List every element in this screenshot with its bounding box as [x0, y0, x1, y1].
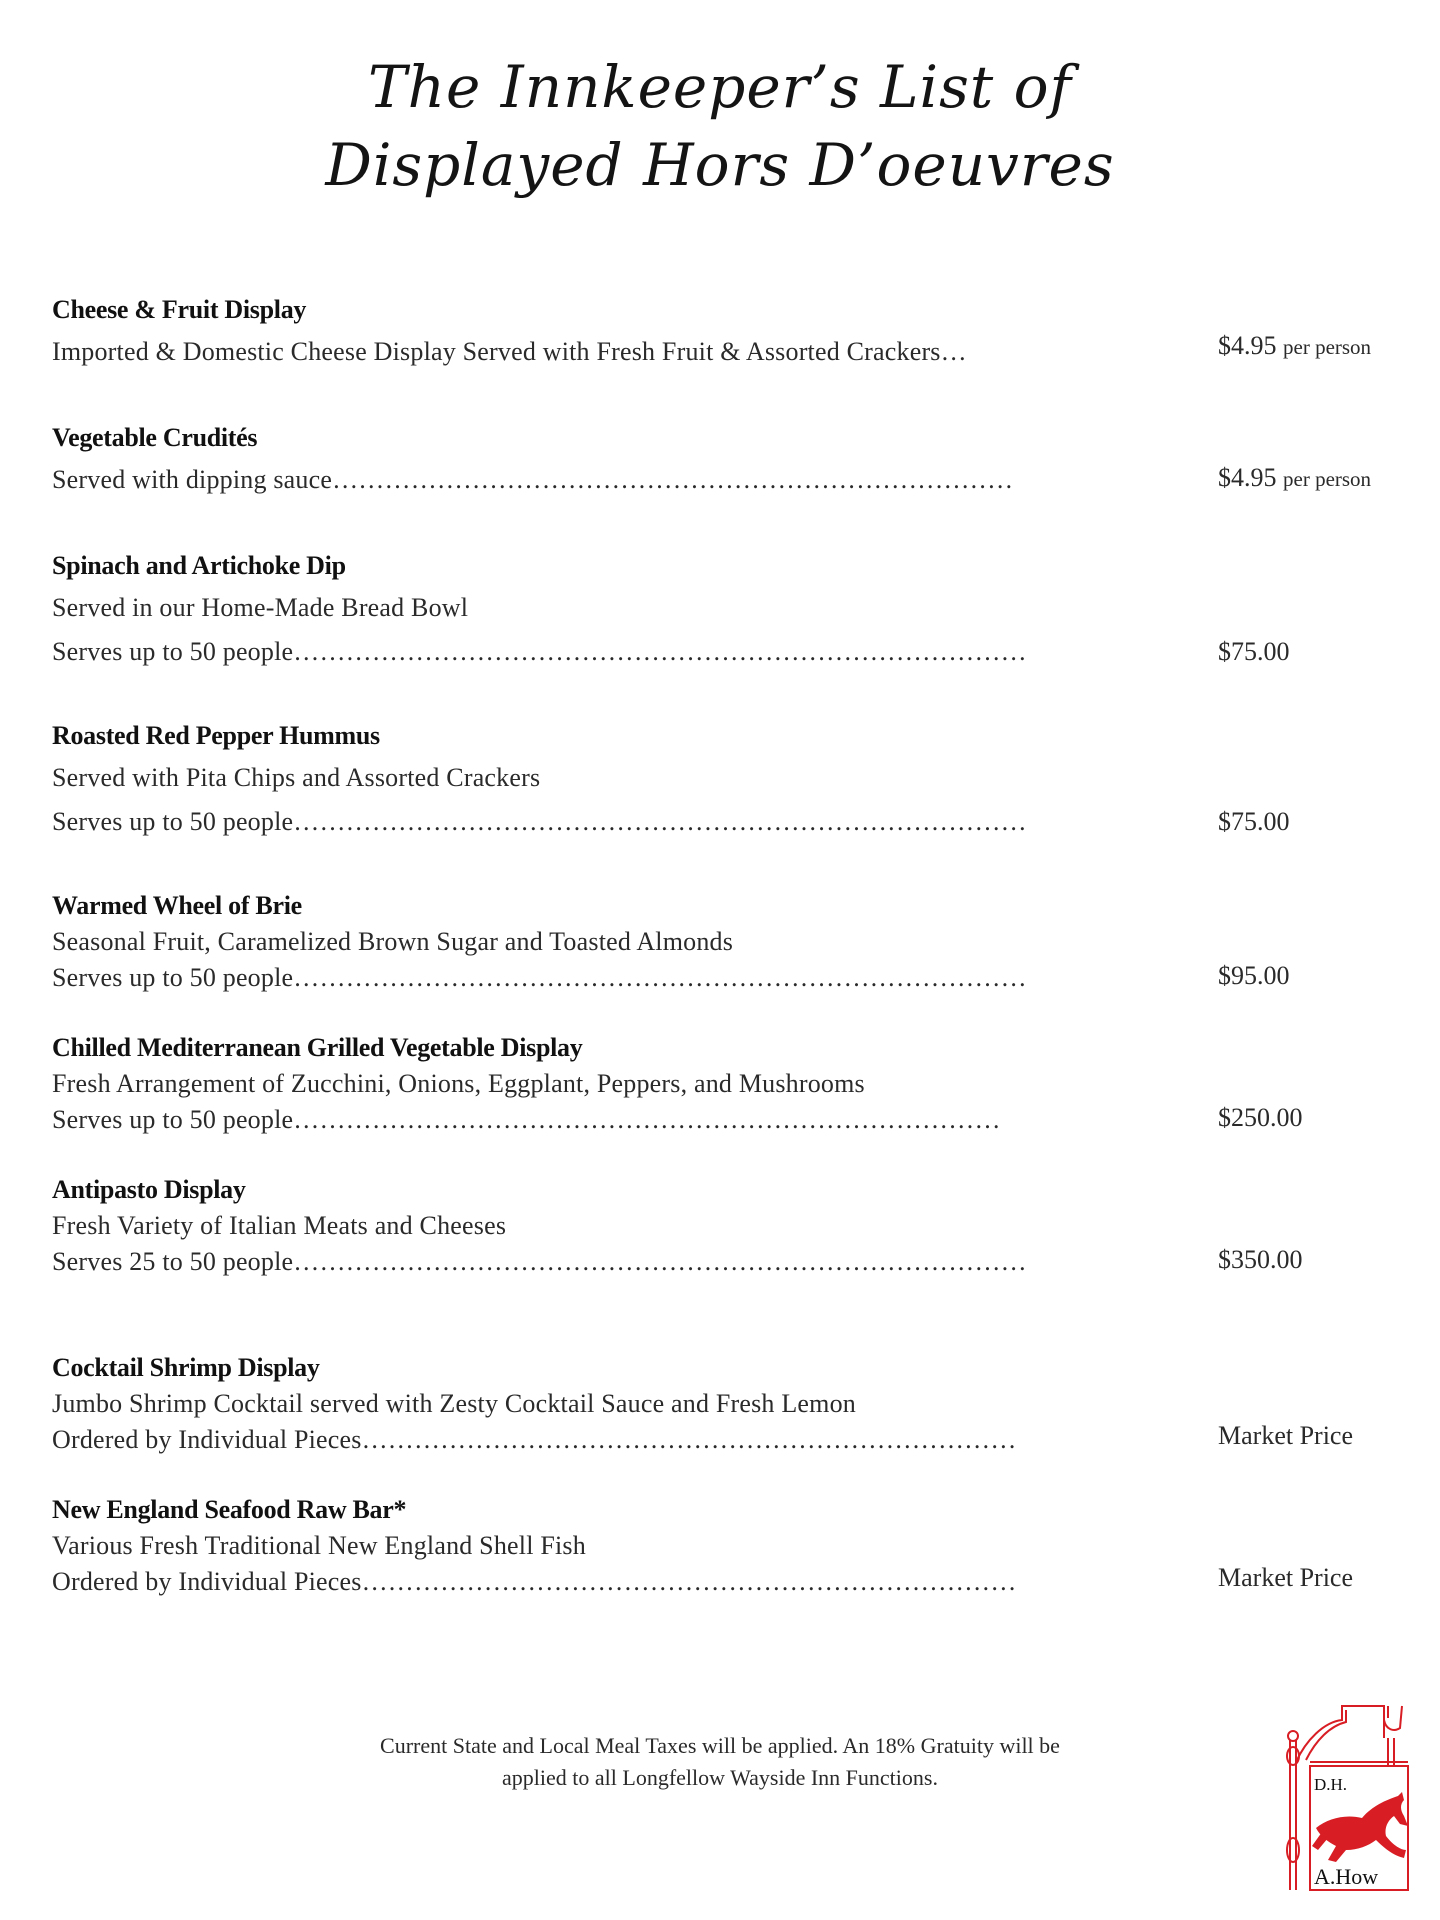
logo-initials: D.H. — [1314, 1775, 1348, 1794]
page-title-line-2: Displayed Hors D’oeuvres — [325, 131, 1115, 199]
item-serving: Serves up to 50 people………………………………………………………………………… — [52, 963, 1027, 992]
item-serving: Ordered by Individual Pieces………………………………………………………………… — [52, 1567, 1017, 1596]
item-name: Vegetable Crudités — [52, 423, 258, 452]
item-description: Various Fresh Traditional New England Shell Fish — [52, 1531, 586, 1560]
item-name: Roasted Red Pepper Hummus — [52, 721, 380, 750]
item-description: Fresh Variety of Italian Meats and Cheeses — [52, 1211, 507, 1240]
menu-item — [52, 292, 1412, 370]
price-amount: $4.95 — [1218, 331, 1277, 360]
menu-item — [52, 718, 1412, 840]
item-name: Cheese & Fruit Display — [52, 295, 307, 324]
item-name: Chilled Mediterranean Grilled Vegetable Display — [52, 1033, 583, 1062]
menu-item — [52, 1350, 1412, 1458]
page-title-line-1: The Innkeeper’s List of — [368, 53, 1072, 121]
tax-gratuity-note-line-2: applied to all Longfellow Wayside Inn Functions. — [502, 1765, 938, 1790]
sign-post-icon — [1287, 1706, 1408, 1890]
item-name: Antipasto Display — [52, 1175, 246, 1204]
item-serving: Serves up to 50 people………………………………………………………………………… — [52, 807, 1027, 836]
tax-gratuity-note-line-1: Current State and Local Meal Taxes will be applied. An 18% Gratuity will be — [380, 1733, 1060, 1758]
item-name: New England Seafood Raw Bar* — [52, 1495, 407, 1524]
menu-item — [52, 548, 1412, 670]
price-unit: per person — [1283, 467, 1372, 491]
inn-sign-logo — [1276, 1700, 1416, 1896]
item-description: Served in our Home-Made Bread Bowl — [52, 593, 469, 622]
item-serving: Ordered by Individual Pieces………………………………………………………………… — [52, 1425, 1017, 1454]
menu-item — [52, 1492, 1412, 1600]
tax-gratuity-note — [240, 1730, 1200, 1794]
item-description: Seasonal Fruit, Caramelized Brown Sugar and Toasted Almonds — [52, 927, 734, 956]
running-horse-icon — [1312, 1792, 1408, 1862]
item-price: $95.00 — [1218, 961, 1290, 990]
logo-name: A.How — [1314, 1864, 1379, 1889]
item-description: Imported & Domestic Cheese Display Served with Fresh Fruit & Assorted Crackers… — [52, 337, 967, 366]
item-price: $75.00 — [1218, 637, 1290, 666]
menu-item — [52, 420, 1412, 498]
item-price: $250.00 — [1218, 1103, 1303, 1132]
item-price: $75.00 — [1218, 807, 1290, 836]
item-description: Fresh Arrangement of Zucchini, Onions, Eggplant, Peppers, and Mushrooms — [52, 1069, 865, 1098]
item-description: Served with dipping sauce…………………………………………………………………… — [52, 465, 1014, 494]
item-serving: Serves up to 50 people………………………………………………………………………… — [52, 637, 1027, 666]
item-name: Spinach and Artichoke Dip — [52, 551, 346, 580]
item-name: Cocktail Shrimp Display — [52, 1353, 320, 1382]
menu-item — [52, 1172, 1412, 1280]
page-title — [0, 48, 1440, 204]
menu-item — [52, 888, 1412, 996]
item-price — [1218, 460, 1371, 497]
item-serving: Serves 25 to 50 people………………………………………………………………………… — [52, 1247, 1027, 1276]
item-description: Jumbo Shrimp Cocktail served with Zesty Cocktail Sauce and Fresh Lemon — [52, 1389, 856, 1418]
item-price: Market Price — [1218, 1421, 1354, 1450]
price-unit: per person — [1283, 335, 1372, 359]
item-description: Served with Pita Chips and Assorted Crackers — [52, 763, 541, 792]
menu-item — [52, 1030, 1412, 1138]
item-serving: Serves up to 50 people……………………………………………………………………… — [52, 1105, 1001, 1134]
item-price: $350.00 — [1218, 1245, 1303, 1274]
price-amount: $4.95 — [1218, 463, 1277, 492]
item-price — [1218, 328, 1371, 365]
item-price: Market Price — [1218, 1563, 1354, 1592]
item-name: Warmed Wheel of Brie — [52, 891, 302, 920]
